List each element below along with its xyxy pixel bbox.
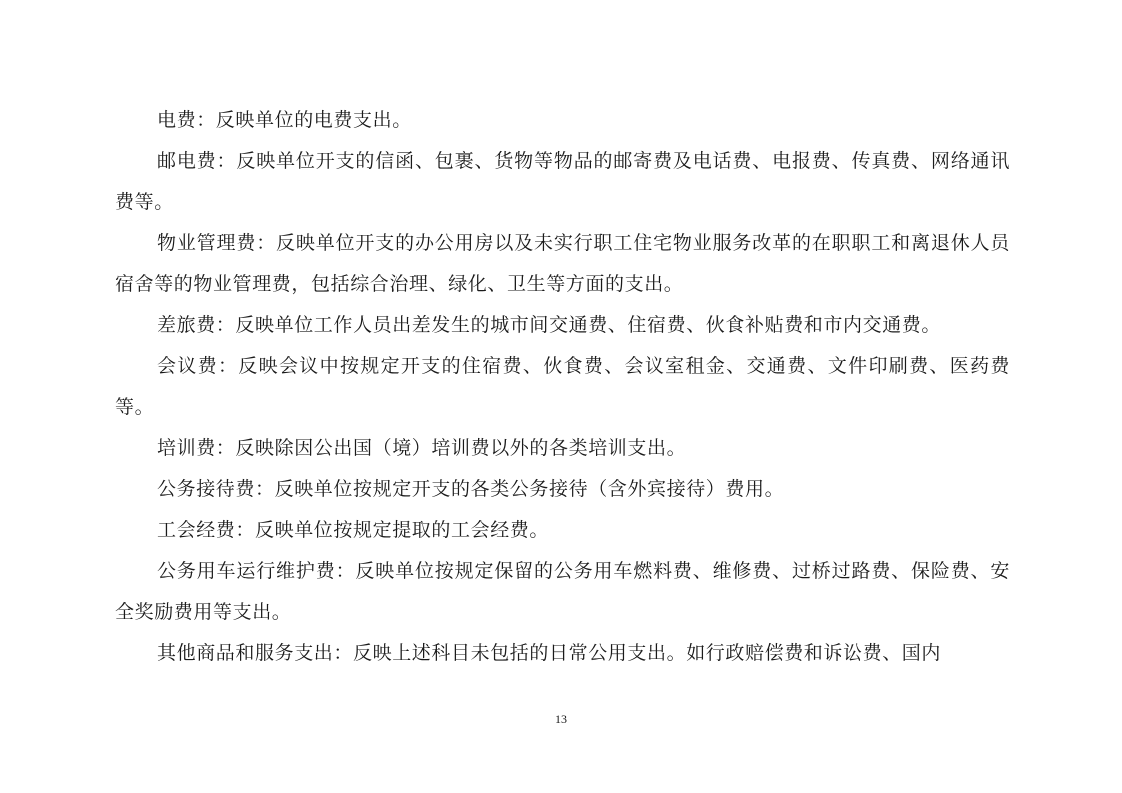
paragraph-property-management-fee: 物业管理费：反映单位开支的办公用房以及未实行职工住宅物业服务改革的在职职工和离退休人员宿舍等的物业管理费，包括综合治理、绿化、卫生等方面的支出。 (115, 232, 1010, 295)
body-text (115, 100, 1010, 674)
paragraph-postal-telecom-fee: 邮电费：反映单位开支的信函、包裹、货物等物品的邮寄费及电话费、电报费、传真费、网络通讯费等。 (115, 150, 1010, 213)
paragraph-training-fee: 培训费：反映除因公出国（境）培训费以外的各类培训支出。 (157, 437, 687, 459)
paragraph-official-vehicle-fee: 公务用车运行维护费：反映单位按规定保留的公务用车燃料费、维修费、过桥过路费、保险费、安全奖励费用等支出。 (115, 560, 1010, 623)
paragraph-electricity-fee: 电费：反映单位的电费支出。 (157, 109, 412, 131)
page-number: 13 (555, 712, 567, 726)
paragraph-other-goods-services: 其他商品和服务支出：反映上述科目未包括的日常公用支出。如行政赔偿费和诉讼费、国内 (157, 642, 942, 664)
paragraph-official-reception-fee: 公务接待费：反映单位按规定开支的各类公务接待（含外宾接待）费用。 (157, 478, 785, 500)
paragraph-travel-expense: 差旅费：反映单位工作人员出差发生的城市间交通费、住宿费、伙食补贴费和市内交通费。 (157, 314, 942, 336)
paragraph-meeting-fee: 会议费：反映会议中按规定开支的住宿费、伙食费、会议室租金、交通费、文件印刷费、医药费等。 (115, 355, 1010, 418)
paragraph-union-fund: 工会经费：反映单位按规定提取的工会经费。 (157, 519, 550, 541)
